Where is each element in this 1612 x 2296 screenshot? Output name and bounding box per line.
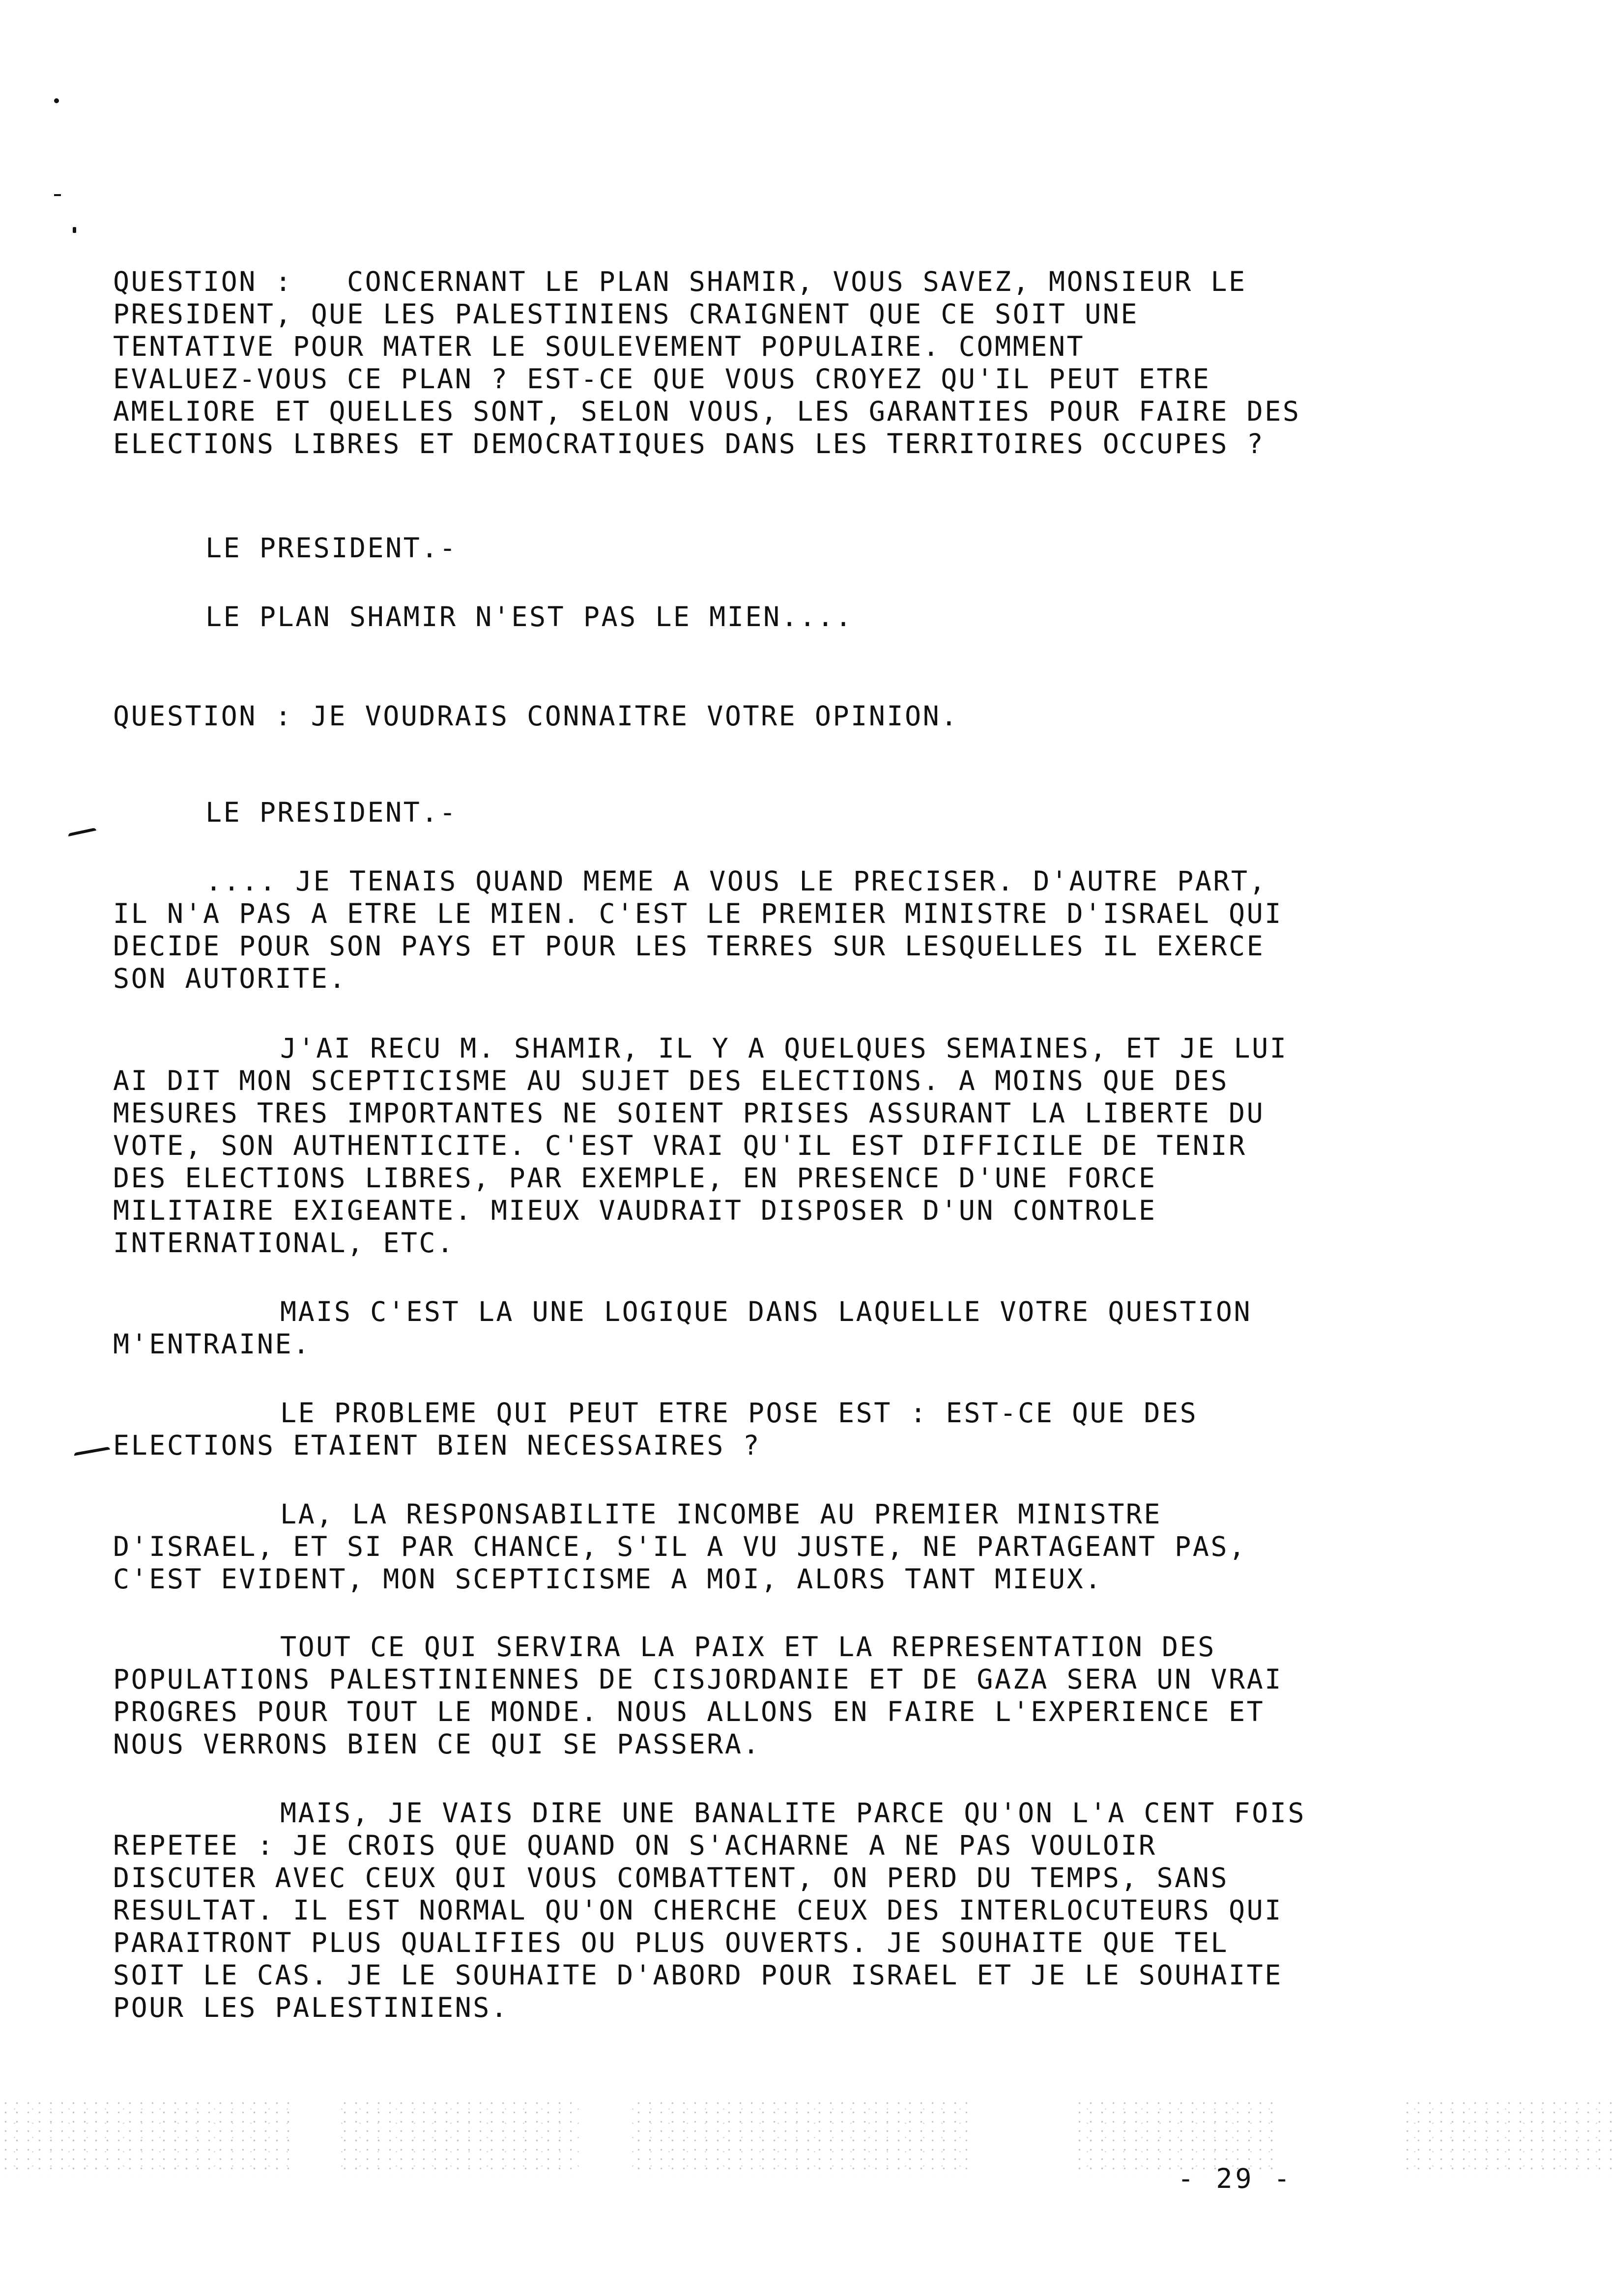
paragraph-2-line: VOTE, SON AUTHENTICITE. C'EST VRAI QU'IL EST DIFFICILE DE TENIR: [113, 1130, 1247, 1161]
paragraph-4-line: LE PROBLEME QUI PEUT ETRE POSE EST : EST-CE QUE DES: [280, 1397, 1198, 1429]
paragraph-7-line: RESULTAT. IL EST NORMAL QU'ON CHERCHE CEUX DES INTERLOCUTEURS QUI: [113, 1894, 1283, 1926]
paragraph-6-line: POPULATIONS PALESTINIENNES DE CISJORDANIE ET DE GAZA SERA UN VRAI: [113, 1664, 1283, 1695]
paragraph-7-line: MAIS, JE VAIS DIRE UNE BANALITE PARCE QU'ON L'A CENT FOIS: [280, 1797, 1306, 1829]
scan-mark-dot: [54, 98, 59, 103]
paragraph-1-line: SON AUTORITE.: [113, 963, 347, 994]
paragraph-2-line: J'AI RECU M. SHAMIR, IL Y A QUELQUES SEMAINES, ET JE LUI: [280, 1033, 1288, 1064]
answer-line: LE PLAN SHAMIR N'EST PAS LE MIEN....: [205, 601, 854, 632]
question-1-line: AMELIORE ET QUELLES SONT, SELON VOUS, LES GARANTIES POUR FAIRE DES: [113, 396, 1301, 427]
paragraph-7-line: REPETEE : JE CROIS QUE QUAND ON S'ACHARNE A NE PAS VOULOIR: [113, 1830, 1157, 1861]
question-1-line: PRESIDENT, QUE LES PALESTINIENS CRAIGNENT QUE CE SOIT UNE: [113, 298, 1139, 330]
paragraph-5-line: C'EST EVIDENT, MON SCEPTICISME A MOI, ALORS TANT MIEUX.: [113, 1563, 1103, 1595]
margin-hook-mark: [68, 828, 96, 836]
paragraph-3-line: MAIS C'EST LA UNE LOGIQUE DANS LAQUELLE VOTRE QUESTION: [280, 1296, 1252, 1327]
paragraph-7-line: PARAITRONT PLUS QUALIFIES OU PLUS OUVERTS. JE SOUHAITE QUE TEL: [113, 1927, 1229, 1958]
speaker-label: LE PRESIDENT.-: [205, 532, 458, 564]
scan-noise-gap: [295, 2098, 339, 2177]
margin-hook-mark: [74, 1447, 110, 1456]
paragraph-5-line: D'ISRAEL, ET SI PAR CHANCE, S'IL A VU JUSTE, NE PARTAGEANT PAS,: [113, 1531, 1247, 1562]
question-1-line: TENTATIVE POUR MATER LE SOULEVEMENT POPULAIRE. COMMENT: [113, 331, 1085, 362]
page-number: - 29 -: [1178, 2163, 1293, 2194]
paragraph-1-line: IL N'A PAS A ETRE LE MIEN. C'EST LE PREMIER MINISTRE D'ISRAEL QUI: [113, 898, 1283, 929]
paragraph-7-line: DISCUTER AVEC CEUX QUI VOUS COMBATTENT, ON PERD DU TEMPS, SANS: [113, 1862, 1229, 1894]
paragraph-7-line: SOIT LE CAS. JE LE SOUHAITE D'ABORD POUR ISRAEL ET JE LE SOUHAITE: [113, 1959, 1283, 1991]
scan-noise-gap: [973, 2098, 1071, 2177]
paragraph-2-line: MILITAIRE EXIGEANTE. MIEUX VAUDRAIT DISPOSER D'UN CONTROLE: [113, 1195, 1157, 1226]
speaker-label: LE PRESIDENT.-: [205, 797, 458, 828]
paragraph-2-line: INTERNATIONAL, ETC.: [113, 1227, 455, 1259]
scan-noise-gap: [580, 2098, 629, 2177]
paragraph-1-line: DECIDE POUR SON PAYS ET POUR LES TERRES SUR LESQUELLES IL EXERCE: [113, 930, 1265, 962]
paragraph-7-line: POUR LES PALESTINIENS.: [113, 1992, 509, 2023]
paragraph-6-line: TOUT CE QUI SERVIRA LA PAIX ET LA REPRESENTATION DES: [280, 1631, 1216, 1663]
scan-mark-dash: [54, 194, 61, 196]
question-2-line: QUESTION : JE VOUDRAIS CONNAITRE VOTRE OPINION.: [113, 700, 959, 732]
paragraph-4-line: ELECTIONS ETAIENT BIEN NECESSAIRES ?: [113, 1430, 761, 1461]
paragraph-3-line: M'ENTRAINE.: [113, 1328, 311, 1360]
paragraph-2-line: DES ELECTIONS LIBRES, PAR EXEMPLE, EN PRESENCE D'UNE FORCE: [113, 1162, 1157, 1194]
question-1-line: QUESTION : CONCERNANT LE PLAN SHAMIR, VOUS SAVEZ, MONSIEUR LE: [113, 266, 1247, 297]
paragraph-6-line: NOUS VERRONS BIEN CE QUI SE PASSERA.: [113, 1728, 761, 1760]
paragraph-1-line: .... JE TENAIS QUAND MEME A VOUS LE PRECISER. D'AUTRE PART,: [205, 865, 1267, 897]
question-1-line: EVALUEZ-VOUS CE PLAN ? EST-CE QUE VOUS CROYEZ QU'IL PEUT ETRE: [113, 363, 1211, 395]
question-1-line: ELECTIONS LIBRES ET DEMOCRATIQUES DANS LES TERRITOIRES OCCUPES ?: [113, 428, 1265, 459]
paragraph-2-line: AI DIT MON SCEPTICISME AU SUJET DES ELECTIONS. A MOINS QUE DES: [113, 1065, 1229, 1096]
scan-mark-tick: [73, 227, 76, 233]
paragraph-2-line: MESURES TRES IMPORTANTES NE SOIENT PRISES ASSURANT LA LIBERTE DU: [113, 1097, 1265, 1129]
scan-noise-gap: [1278, 2098, 1406, 2177]
paragraph-5-line: LA, LA RESPONSABILITE INCOMBE AU PREMIER MINISTRE: [280, 1498, 1162, 1530]
paragraph-6-line: PROGRES POUR TOUT LE MONDE. NOUS ALLONS EN FAIRE L'EXPERIENCE ET: [113, 1696, 1265, 1727]
